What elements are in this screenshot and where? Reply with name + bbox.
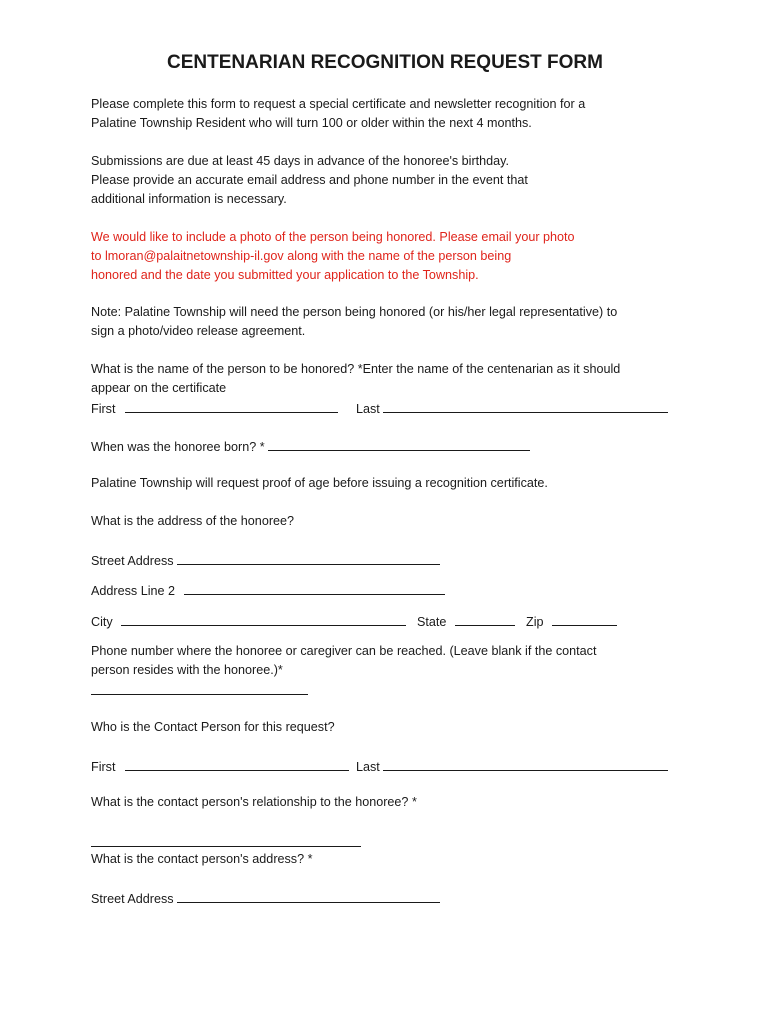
honoree-address-question: What is the address of the honoree? <box>91 514 295 528</box>
contact-last-label: Last <box>356 760 380 774</box>
zip-label: Zip <box>526 615 544 629</box>
contact-last-name-input[interactable] <box>383 756 668 771</box>
contact-last-name-field[interactable] <box>356 756 668 777</box>
state-label: State <box>417 615 447 629</box>
honoree-name-question: What is the name of the person to be honored? *Enter the name of the centenarian as it should appear on the certificate <box>91 362 621 395</box>
submission-paragraph: Submissions are due at least 45 days in advance of the honoree's birthday. Please provide an accurate email address and phone number in the event that additional information is necessary. <box>91 154 528 206</box>
first-name-label: First <box>91 402 116 416</box>
zip-field[interactable] <box>526 611 617 632</box>
phone-field[interactable] <box>91 680 308 701</box>
contact-person-question: Who is the Contact Person for this request? <box>91 720 335 734</box>
intro-paragraph: Please complete this form to request a special certificate and newsletter recognition for a Palatine Township Resident who will turn 100 or older within the next 4 months. <box>91 97 586 130</box>
relationship-question: What is the contact person's relationship to the honoree? * <box>91 795 417 809</box>
relationship-input[interactable] <box>91 832 361 847</box>
contact-street-address-input[interactable] <box>177 888 440 903</box>
street-address-input[interactable] <box>177 550 440 565</box>
contact-street-address-field[interactable] <box>91 888 440 909</box>
note-paragraph: Note: Palatine Township will need the person being honored (or his/her legal representative) to sign a photo/video release agreement. <box>91 305 618 338</box>
honoree-last-name-input[interactable] <box>383 398 668 413</box>
contact-first-name-field[interactable] <box>91 756 349 777</box>
street-address-field[interactable] <box>91 550 440 571</box>
photo-notice: We would like to include a photo of the person being honored. Please email your photo to lmoran@palaitnetownship-il.gov along with the name of the person being honored and the date you submitted your application to the Township. <box>91 230 575 282</box>
city-field[interactable] <box>91 611 406 632</box>
last-name-label: Last <box>356 402 380 416</box>
honoree-first-name-field[interactable] <box>91 398 338 419</box>
honoree-first-name-input[interactable] <box>125 398 338 413</box>
state-input[interactable] <box>455 611 515 626</box>
city-input[interactable] <box>121 611 406 626</box>
contact-first-name-input[interactable] <box>125 756 349 771</box>
contact-address-question: What is the contact person's address? * <box>91 852 313 866</box>
birth-date-input[interactable] <box>268 436 530 451</box>
state-field[interactable] <box>417 611 515 632</box>
address-line2-field[interactable] <box>91 580 445 601</box>
city-label: City <box>91 615 113 629</box>
honoree-last-name-field[interactable] <box>356 398 668 419</box>
contact-street-label: Street Address <box>91 892 174 906</box>
form-title: CENTENARIAN RECOGNITION REQUEST FORM <box>167 52 603 73</box>
phone-input[interactable] <box>91 680 308 695</box>
phone-question: Phone number where the honoree or caregiver can be reached. (Leave blank if the contact person resides with the honoree.)* <box>91 644 597 677</box>
proof-of-age-text: Palatine Township will request proof of age before issuing a recognition certificate. <box>91 476 548 490</box>
address-line2-input[interactable] <box>184 580 445 595</box>
zip-input[interactable] <box>552 611 617 626</box>
address-line2-label: Address Line 2 <box>91 584 176 598</box>
birth-date-label: When was the honoree born? * <box>91 440 265 454</box>
street-address-label: Street Address <box>91 554 174 568</box>
birth-date-field[interactable] <box>91 436 530 457</box>
contact-first-label: First <box>91 760 116 774</box>
